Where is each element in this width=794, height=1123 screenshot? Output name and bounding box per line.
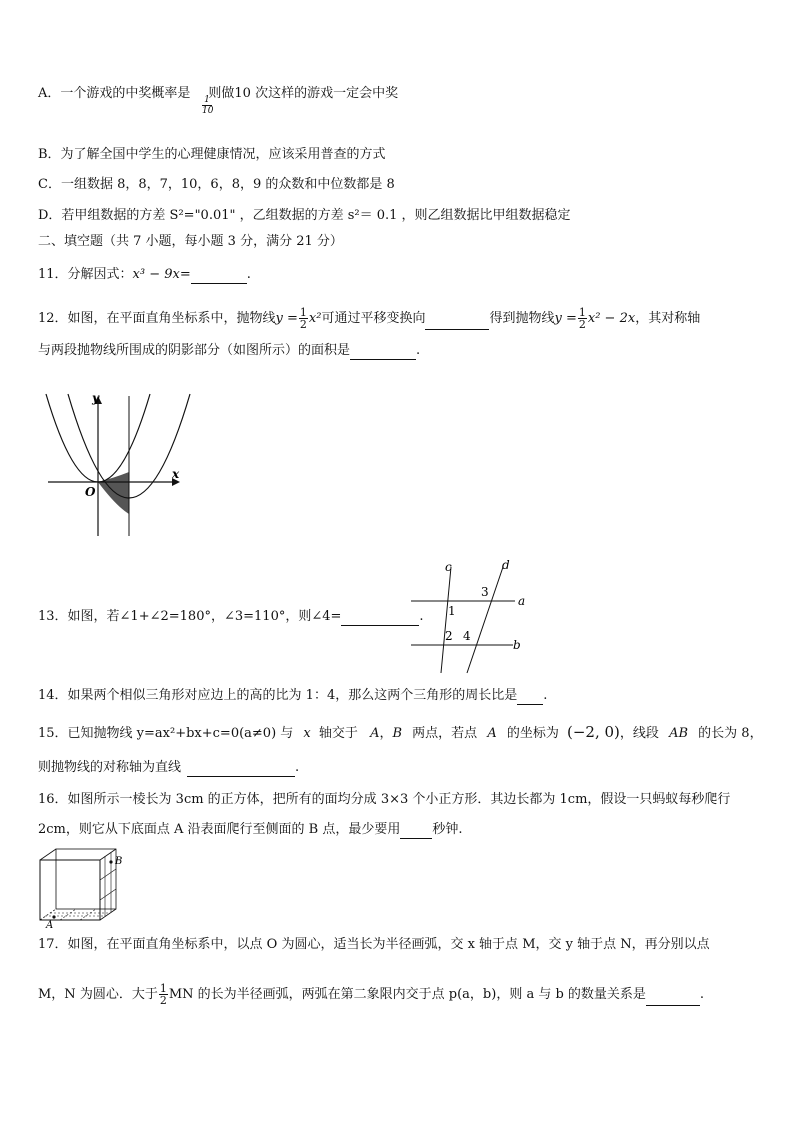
question-11: [38, 266, 251, 284]
q16-line2-pre: 2cm，则它从下底面点 A 沿表面爬行至侧面的 B 点，最少要用: [38, 822, 401, 837]
option-a-pre: A．一个游戏的中奖概率是: [38, 86, 191, 101]
q15-ab: AB: [669, 726, 689, 741]
q15-post: 的长为 8，: [698, 726, 763, 741]
q12-x1: x²: [308, 311, 322, 326]
q13-parallel-lines-figure: [405, 557, 535, 675]
q13-end: .: [419, 609, 424, 624]
q17-line2-post: MN 的长为半径画弧，两弧在第二象限内交于点 p(a，b)，则 a 与 b 的数量关系是: [168, 987, 646, 1002]
angle-3-label: 3: [481, 585, 489, 599]
option-c: C．一组数据 8，8，7，10，6，8，9 的众数和中位数都是 8: [38, 177, 395, 192]
line-c-label: c: [445, 560, 452, 574]
q16-line2-post: 秒钟.: [432, 822, 463, 837]
q12-y1: y =: [275, 311, 298, 326]
option-d: D．若甲组数据的方差 S²="0.01" ，乙组数据的方差 s²＝ 0.1 ，则乙组数据比甲组数据稳定: [38, 208, 571, 223]
q15-a: A: [370, 726, 380, 741]
q11-pre: 11．分解因式：: [38, 267, 133, 282]
x-axis-label: x: [172, 467, 180, 481]
q15-mid3: 的坐标为: [506, 726, 559, 741]
option-a-frac-num: 1: [202, 95, 212, 106]
q12-end: .: [416, 343, 421, 358]
q11-end: .: [246, 267, 251, 282]
q15-mid4: ，线段: [619, 726, 659, 741]
q14-text: 14．如果两个相似三角形对应边上的高的比为 1：4，那么这两个三角形的周长比是: [38, 688, 518, 703]
question-16-line2: [38, 821, 463, 839]
q12-x2: x² − 2x: [587, 311, 636, 326]
question-13: [38, 608, 424, 626]
q16-answer-blank[interactable]: [400, 838, 432, 839]
q15-pre: 15．已知抛物线 y=ax²+bx+c=0(a≠0) 与: [38, 726, 294, 741]
question-14: [38, 687, 547, 705]
q14-end: .: [543, 688, 548, 703]
q15-a2: A: [487, 726, 497, 741]
angle-1-label: 1: [448, 604, 456, 618]
q13-text: 13．如图，若∠1+∠2=180°，∠3=110°，则∠4=: [38, 609, 342, 624]
q11-expr: x³ − 9x=: [132, 267, 191, 282]
q17-fraction: $\frac{1}{2}$: [159, 982, 167, 1007]
q12-post: ，其对称轴: [635, 311, 701, 326]
q16-cube-figure: [36, 846, 132, 930]
q12-parabola-figure: [42, 388, 192, 540]
point-a-label: A: [46, 920, 54, 930]
line-d-label: d: [502, 558, 510, 572]
point-a: [52, 915, 55, 918]
q11-answer-blank[interactable]: [191, 283, 247, 284]
option-a-post: 则做10 次这样的游戏一定会中奖: [208, 86, 399, 101]
point-b: [109, 860, 112, 863]
angle-4-label: 4: [463, 629, 471, 643]
q17-line2-pre: M，N 为圆心．大于: [38, 987, 158, 1002]
point-b-label: B: [115, 856, 123, 867]
option-a-fraction: [202, 95, 213, 116]
q17-answer-blank[interactable]: [646, 1005, 700, 1006]
line-b-label: b: [513, 638, 521, 652]
angle-2-label: 2: [445, 629, 453, 643]
option-a: [38, 85, 398, 103]
question-15-line1: 15．已知抛物线 y=ax²+bx+c=0(a≠0) 与 x 轴交于 A，B 两点，若点 A 的坐标为 (−2, 0)，线段 AB 的长为 8，: [38, 723, 763, 741]
q15-answer-blank[interactable]: [187, 776, 295, 777]
q12-fraction-2: $\frac{1}{2}$: [578, 306, 586, 331]
q15-mid2: 两点，若点: [412, 726, 478, 741]
q15-x: x: [303, 726, 311, 741]
origin-label: O: [85, 485, 96, 499]
q15-coord: (−2, 0): [567, 723, 620, 741]
q15-b: B: [392, 726, 403, 741]
question-12-line2: [38, 342, 420, 360]
option-b: B．为了解全国中学生的心理健康情况，应该采用普查的方式: [38, 147, 386, 162]
option-a-frac-den: 10: [202, 106, 214, 116]
question-12-line1: [38, 307, 700, 330]
q12-direction-blank[interactable]: [425, 329, 489, 330]
q17-end: .: [699, 987, 705, 1002]
q12-line2: 与两段抛物线所围成的阴影部分（如图所示）的面积是: [38, 343, 351, 358]
q12-mid: 可通过平移变换向: [321, 311, 426, 326]
question-17-line2: [38, 983, 704, 1006]
q15-line2: 则抛物线的对称轴为直线: [38, 760, 182, 775]
q12-y2: y =: [554, 311, 577, 326]
q14-answer-blank[interactable]: [517, 704, 543, 705]
q12-fraction-1: $\frac{1}{2}$: [299, 306, 307, 331]
q15-end: .: [295, 760, 300, 775]
section-heading: 二、填空题（共 7 小题，每小题 3 分，满分 21 分）: [38, 234, 343, 249]
question-15-line2: [38, 759, 299, 777]
question-17-line1: 17．如图，在平面直角坐标系中，以点 O 为圆心，适当长为半径画弧，交 x 轴于点 M，交 y 轴于点 N，再分别以点: [38, 937, 710, 952]
q12-area-blank[interactable]: [350, 359, 416, 360]
y-axis-label: y: [92, 391, 99, 405]
q12-pre: 12．如图，在平面直角坐标系中，抛物线: [38, 311, 276, 326]
q15-mid: 轴交于: [318, 726, 358, 741]
line-a-label: a: [518, 594, 526, 608]
q12-mid2: 得到抛物线: [489, 311, 555, 326]
question-16-line1: 16．如图所示一棱长为 3cm 的正方体，把所有的面均分成 3×3 个小正方形．其边长都为 1cm，假设一只蚂蚁每秒爬行: [38, 792, 731, 807]
